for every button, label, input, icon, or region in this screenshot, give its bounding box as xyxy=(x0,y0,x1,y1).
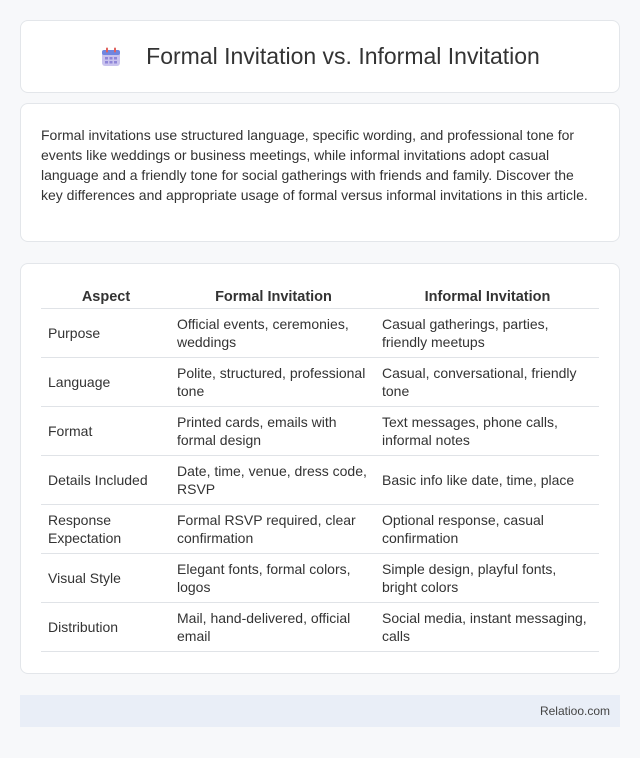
header-informal: Informal Invitation xyxy=(376,284,599,308)
table-cell-informal: Casual gatherings, parties, friendly meetups xyxy=(376,308,599,357)
calendar-icon xyxy=(100,46,122,68)
intro-text: Formal invitations use structured language, specific wording, and professional tone for events like weddings or business meetings, while informal invitations adopt casual language and a friendly tone for social gatherings with friends and family. Discover the key differences and appropriate usage of formal versus informal invitations in this article. xyxy=(41,127,588,203)
page-title: Formal Invitation vs. Informal Invitation xyxy=(146,43,540,69)
table-header-row xyxy=(41,284,599,308)
table-cell-formal: Date, time, venue, dress code, RSVP xyxy=(171,455,376,504)
header-aspect: Aspect xyxy=(41,284,171,308)
table-cell-formal: Formal RSVP required, clear confirmation xyxy=(171,504,376,553)
table-row xyxy=(41,504,599,553)
footer-brand-link[interactable]: Relatioo.com xyxy=(539,704,610,718)
table-cell-informal: Casual, conversational, friendly tone xyxy=(376,357,599,406)
table-cell-formal: Mail, hand-delivered, official email xyxy=(171,602,376,651)
table-cell-informal: Simple design, playful fonts, bright colors xyxy=(376,553,599,602)
header-formal: Formal Invitation xyxy=(171,284,376,308)
table-cell-aspect: Format xyxy=(41,406,171,455)
table-row xyxy=(41,602,599,651)
table-cell-formal: Printed cards, emails with formal design xyxy=(171,406,376,455)
footer xyxy=(20,695,620,727)
table-cell-formal: Polite, structured, professional tone xyxy=(171,357,376,406)
table-cell-formal: Elegant fonts, formal colors, logos xyxy=(171,553,376,602)
table-cell-aspect: Distribution xyxy=(41,602,171,651)
table-cell-formal: Official events, ceremonies, weddings xyxy=(171,308,376,357)
table-cell-aspect: Response Expectation xyxy=(41,504,171,553)
table-cell-aspect: Visual Style xyxy=(41,553,171,602)
table-row xyxy=(41,406,599,455)
intro-card xyxy=(20,103,620,242)
table-row xyxy=(41,308,599,357)
table-cell-informal: Text messages, phone calls, informal notes xyxy=(376,406,599,455)
table-cell-aspect: Language xyxy=(41,357,171,406)
table-row xyxy=(41,455,599,504)
table-cell-aspect: Details Included xyxy=(41,455,171,504)
title-card xyxy=(20,20,620,93)
table-row xyxy=(41,553,599,602)
table-cell-informal: Social media, instant messaging, calls xyxy=(376,602,599,651)
comparison-table xyxy=(41,284,599,652)
table-cell-informal: Basic info like date, time, place xyxy=(376,455,599,504)
table-cell-aspect: Purpose xyxy=(41,308,171,357)
comparison-table-card xyxy=(20,263,620,674)
table-cell-informal: Optional response, casual confirmation xyxy=(376,504,599,553)
table-row xyxy=(41,357,599,406)
